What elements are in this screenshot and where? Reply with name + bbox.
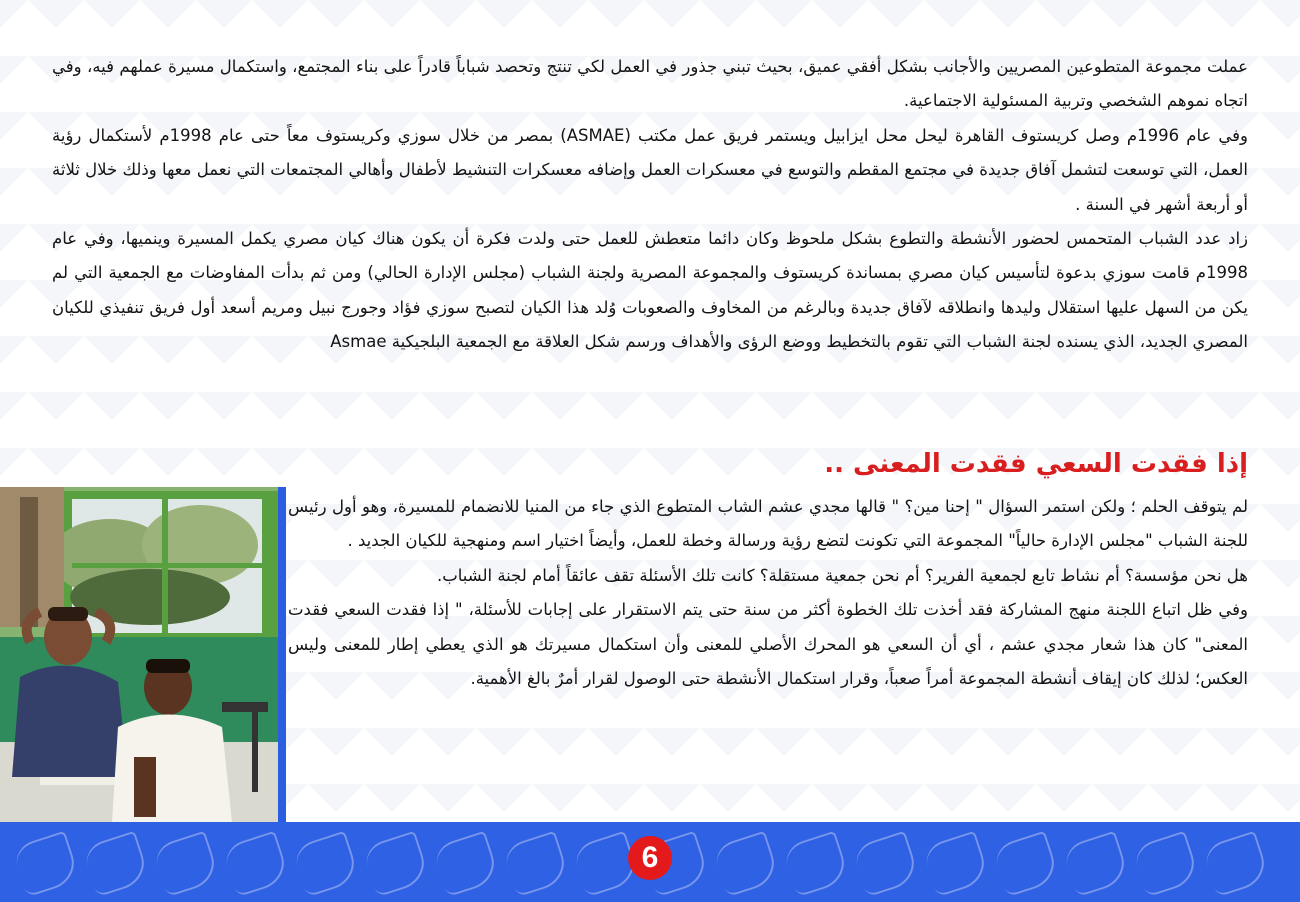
footer-swirl-icon (291, 831, 360, 898)
footer-swirl-icon (221, 831, 290, 898)
footer-swirl-icon (431, 831, 500, 898)
footer-swirl-icon (711, 831, 780, 898)
page-number: 6 (628, 836, 672, 880)
intro-paragraph: عملت مجموعة المتطوعين المصريين والأجانب بشكل أفقي عميق، بحيث تبني جذور في العمل لكي تنتج وتحصد شباباً قادراً على بناء المجتمع، واستكمال مسيرة عملهم فيه، وفي اتجاه نموهم الشخصي وتربية المسئولية الاجتماعية. (52, 57, 1248, 111)
section-text (288, 490, 1248, 696)
footer-swirl-icon (1201, 831, 1270, 898)
section-paragraph: لم يتوقف الحلم ؛ ولكن استمر السؤال " إحنا مين؟ " قالها مجدي عشم الشاب المتطوع الذي جاء من المنيا للانضمام للمسيرة، وهو أول رئيس للجنة الشباب "مجلس الإدارة حالياً" المجموعة التي تكونت لتضع رؤية ورسالة وخطة للعمل، وأيضاً اختيار اسم ومنهجية للكيان الجديد . (288, 497, 1248, 551)
section-heading: إذا فقدت السعي فقدت المعنى .. (824, 449, 1248, 479)
intro-paragraph: وفي عام 1996م وصل كريستوف القاهرة ليحل محل ايزابيل ويستمر فريق عمل مكتب (ASMAE) بمصر من خلال سوزي وكريستوف معاً حتى عام 1998م لأستكمال رؤية العمل، التي توسعت لتشمل آفاق جديدة في مجتمع المقطم والتوسع في معسكرات العمل وإضافه معسكرات التنشيط لأطفال وأهالي المجتمعات التي نعمل معها وذلك خلال ثلاثة أو أربعة أشهر في السنة . (52, 125, 1249, 214)
photo-two-men (0, 487, 278, 822)
photo-divider (278, 487, 286, 822)
footer-swirl-icon (151, 831, 220, 898)
section-paragraph: هل نحن مؤسسة؟ أم نشاط تابع لجمعية الفرير؟ أم نحن جمعية مستقلة؟ كانت تلك الأسئلة تقف عائقاً أمام لجنة الشباب. (436, 565, 1248, 585)
footer-swirl-icon (781, 831, 850, 898)
footer-swirl-icon (991, 831, 1060, 898)
footer-swirl-icon (921, 831, 990, 898)
intro-paragraph: زاد عدد الشباب المتحمس لحضور الأنشطة والتطوع بشكل ملحوظ وكان دائما متعطش للعمل حتى ولدت فكرة أن يكون هناك كيان مصري يكمل المسيرة وينميها، وفي عام 1998م قامت سوزي بدعوة لتأسيس كيان مصري بمساندة كريستوف والمجموعة المصرية ولجنة الشباب (مجلس الإدارة الحالي) ومن ثم بدأت المفاوضات مع الجمعية التي لم يكن من السهل عليها استقلال وليدها وانطلاقه لآفاق جديدة وبالرغم من المخاوف والصعوبات وُلد هذا الكيان لتصبح سوزي فؤاد وجورج نبيل ومريم أسعد أول فريق تنفيذي للكيان المصري الجديد، الذي يسنده لجنة الشباب التي تقوم بالتخطيط ووضع الرؤى والأهداف ورسم شكل العلاقة مع الجمعية البلجيكية Asmae (52, 229, 1248, 352)
footer-swirl-icon (81, 831, 150, 898)
section-paragraph: وفي ظل اتباع اللجنة منهج المشاركة فقد أخذت تلك الخطوة أكثر من سنة حتى يتم الاستقرار على إجابات للأسئلة، " إذا فقدت السعي فقدت المعنى" كان هذا شعار مجدي عشم ، أي أن السعي هو المحرك الأصلي للمعنى وأن استكمال مسيرتك هو الذي يعطي إطار للمعنى وليس العكس؛ لذلك كان إيقاف أنشطة المجموعة أمراً صعباً، وقرار استكمال الأنشطة حتى الوصول لقرار أمرٌ بالغ الأهمية. (288, 600, 1248, 689)
footer-swirl-icon (11, 831, 80, 898)
intro-text (52, 50, 1248, 360)
footer-swirl-icon (361, 831, 430, 898)
footer-swirl-icon (501, 831, 570, 898)
footer-swirl-icon (1131, 831, 1200, 898)
footer-swirl-icon (851, 831, 920, 898)
footer-swirl-icon (1061, 831, 1130, 898)
